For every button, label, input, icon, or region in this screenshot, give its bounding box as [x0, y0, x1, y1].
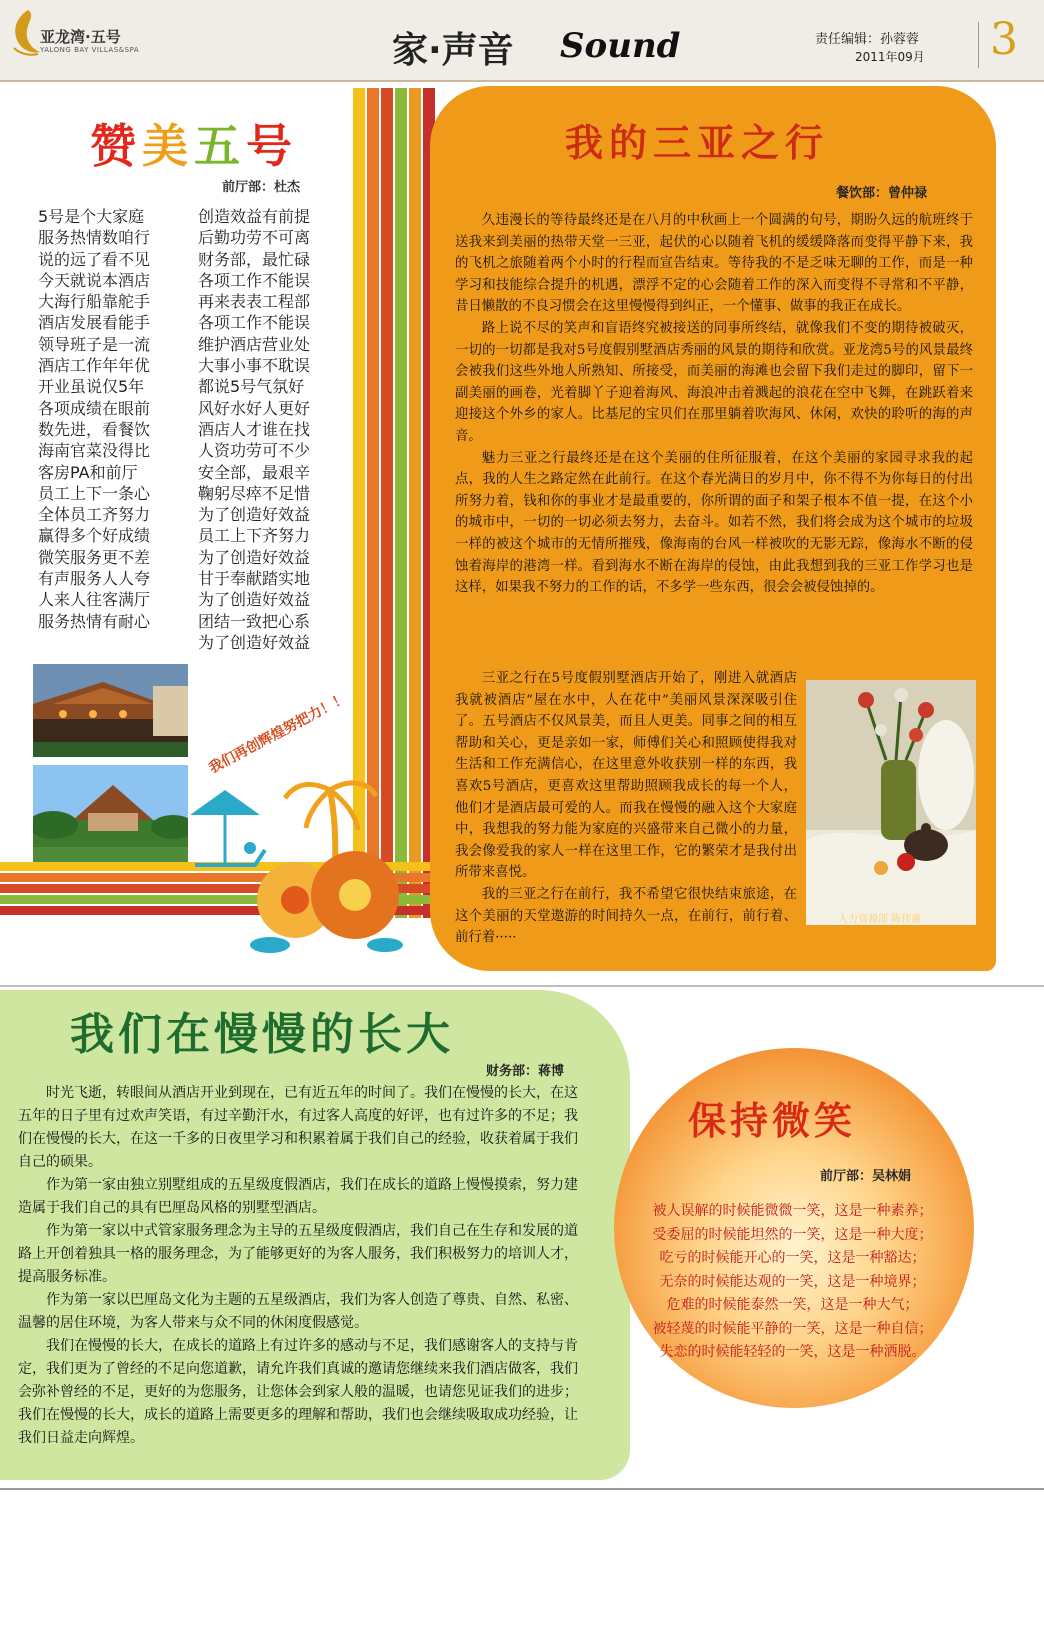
poem-title-char: 美 [142, 119, 194, 173]
poem-line: 为了创造好效益 [198, 505, 311, 525]
poem-line: 酒店发展看能手 [38, 313, 151, 333]
poem-line: 大海行船靠舵手 [38, 292, 151, 312]
smile-title: 保持微笑 [688, 1099, 857, 1143]
paragraph: 作为第一家以中式管家服务理念为主导的五星级度假酒店，我们自己在生存和发展的道路上开创着独具一格的服务理念，为了能够更好的为客人服务，我们积极努力的培训人才，提高服务标准。 [18, 1223, 578, 1285]
poem-column-2 [198, 206, 310, 653]
smile-author: 前厅部：吴林娟 [820, 1169, 912, 1184]
smile-line: 无奈的时候能达观的一笑，这是一种境界； [659, 1273, 926, 1290]
growing-body [18, 1082, 578, 1450]
sanya-body [455, 210, 973, 599]
poem-line: 人资功劳可不少 [198, 441, 311, 461]
footer-divider [0, 1488, 1044, 1490]
smile-line: 失恋的时候能轻轻的一笑，这是一种洒脱。 [659, 1344, 926, 1360]
section-title-en: Sound [560, 26, 681, 66]
poem-line: 员工上下一条心 [38, 483, 151, 503]
poem-line: 领导班子是一流 [38, 334, 151, 354]
logo-mark-icon [8, 8, 42, 58]
poem-line: 都说5号气氛好 [198, 377, 305, 397]
poem-line: 服务热情有耐心 [38, 611, 151, 631]
paragraph: 魅力三亚之行最终还是在这个美丽的住所征服着，在这个美丽的家园寻求我的起点，我的人生之路定然在此前行。在这个春光满日的岁月中，你不得不为你每日的付出所努力着，钱和你的事业才是最重要的，你所谓的面子和架子根本不值一提，在这个小的城市中，一切的一切必须去努力，去奋斗。如若不然，我们将会成为这个城市的垃圾一样的被这个城市的无情所摧残，像海南的台风一样被吹的无影无踪，像海水不断的侵蚀着海岸的港湾一样。看到海水不断在海岸的侵蚀，由此我想到我的三亚工作学习也是这样，如果我不努力的工作的话，不多学一些东西，很会会被侵蚀掉的。 [455, 450, 973, 596]
poem-line: 风好水好人更好 [198, 398, 311, 418]
paragraph: 我们在慢慢的长大，在成长的道路上有过许多的感动与不足，我们感谢客人的支持与肯定，我们更为了曾经的不足向您道歉，请允许我们真诚的邀请您继续来我们酒店做客，我们会弥补曾经的不足，更好的为您服务，让您体会到家人般的温暖，也请您见证我们的进步；我们在慢慢的长大，成长的道路上需要更多的理解和帮助，我们也会继续吸取成功经验，让我们日益走向辉煌。 [18, 1338, 578, 1446]
sanya-body-wrap [455, 668, 797, 949]
poem-line: 5号是个大家庭 [38, 207, 145, 226]
poem-line: 海南官菜没得比 [38, 441, 151, 461]
poem-line: 为了创造好效益 [198, 632, 311, 652]
poem-line: 团结一致把心系 [198, 611, 311, 631]
poem-line: 有声服务人人夸 [38, 569, 151, 589]
logo-text: 亚龙湾·五号 [40, 28, 121, 46]
paragraph: 时光飞逝，转眼间从酒店开业到现在，已有近五年的时间了。我们在慢慢的长大，在这五年的日子里有过欢声笑语，有过辛勤汗水，有过客人高度的好评，也有过许多的不足；我们在慢慢的长大，在这一千多的日夜里学习和积累着属于我们自己的经验，收获着属于我们自己的硕果。 [18, 1085, 578, 1170]
poem-line: 为了创造好效益 [198, 547, 311, 567]
poem-line: 甘于奉献踏实地 [198, 569, 311, 589]
smile-lines [620, 1200, 965, 1365]
growing-author: 财务部：蒋博 [486, 1064, 565, 1079]
painting-caption: 人力资源部 陈伟惠 [838, 914, 922, 925]
poem-author: 前厅部：杜杰 [222, 180, 301, 195]
smile-line: 受委屈的时候能坦然的一笑，这是一种大度； [652, 1226, 933, 1243]
poem-line: 今天就说本酒店 [38, 270, 151, 290]
sanya-title: 我的三亚之行 [565, 121, 830, 165]
resort-photo-lobby [33, 664, 188, 757]
smile-line: 被轻蔑的时候能平静的一笑，这是一种自信； [652, 1320, 933, 1337]
paragraph: 作为第一家以巴厘岛文化为主题的五星级酒店，我们为客人创造了尊贵、自然、私密、温馨的居住环境，为客人带来与众不同的休闲度假感觉。 [18, 1292, 578, 1331]
poem-line: 员工上下齐努力 [198, 526, 311, 546]
editor-credit: 责任编辑：孙蓉蓉 [815, 32, 920, 47]
poem-line: 大事小事不耽误 [198, 356, 311, 376]
poem-title [90, 110, 298, 176]
still-life-painting [806, 680, 976, 925]
logo-subtitle: YALONG BAY VILLAS&SPA [40, 46, 140, 54]
paragraph: 路上说不尽的笑声和盲语终究被接送的同事所终结，就像我们不变的期待被破灭，一切的一切都是我对5号度假别墅酒店秀丽的风景的期待和欣赏。亚龙湾5号的风景最终会被我们这些外地人所熟知、所接受，而美丽的海滩也会留下我们走过的脚印，留下一副美丽的画卷，光着脚丫子迎着海风、海浪冲击着溅起的浪花在空中飞舞，在跳跃着来迎接这个外乡的家人。比基尼的宝贝们在那里躺着吹海风、休闲，欢快的聆听的海的声音。 [455, 320, 973, 444]
section-title: 家·声音 [392, 30, 514, 71]
beach-decoration-icon [180, 770, 430, 980]
poem-line: 各项成绩在眼前 [38, 398, 151, 418]
poem-title-char: 号 [246, 119, 298, 173]
sanya-author: 餐饮部：曾仲禄 [836, 186, 928, 201]
poem-line: 全体员工齐努力 [38, 505, 151, 525]
poem-line: 创造效益有前提 [198, 207, 311, 226]
poem-line: 微笑服务更不差 [38, 547, 151, 567]
poem-line: 各项工作不能误 [198, 270, 311, 290]
paragraph: 三亚之行在5号度假别墅酒店开始了，刚进入就酒店我就被酒店“屋在水中，人在花中”美丽风景深深吸引住了。五号酒店不仅风景美，而且人更美。同事之间的相互帮助和关心，更是亲如一家，师傅们关心和照顾使得我对生活和工作充满信心，在这里意外收获别一样的东西，我喜欢5号酒店，更喜欢这里帮助照顾我成长的每一个人，他们才是酒店最可爱的人。而我在慢慢的融入这个大家庭中，我想我的努力能为家庭的兴盛带来自己微小的力量，我会像爱我的家人一样在这里工作，它的繁荣才是我付出所带来喜悦。 [455, 671, 797, 881]
poem-line: 客房PA和前厅 [38, 462, 138, 482]
poem-line: 赢得多个好成绩 [38, 526, 151, 546]
paragraph: 作为第一家由独立别墅组成的五星级度假酒店，我们在成长的道路上慢慢摸索，努力建造属于我们自己的具有巴厘岛风格的别墅型酒店。 [18, 1177, 578, 1216]
resort-photo-villa [33, 765, 188, 862]
paragraph: 久违漫长的等待最终还是在八月的中秋画上一个圆满的句号，期盼久远的航班终于送我来到美丽的热带天堂一三亚，起伏的心以随着飞机的缓缓降落而变得平静下来，我的飞机之旅随着两个小时的行程而宣告结束。等待我的不是乏味无聊的工作，而是一种学习和技能综合提升的机遇，漂浮不定的心会随着工作的深入而变得不寻常和不平静，昔日懒散的不良习惯会在这里慢慢得到纠正，一个懂事、做事的我正在成长。 [455, 213, 973, 315]
issue-date: 2011年09月 [855, 50, 925, 64]
poem-title-char: 赞 [90, 119, 142, 173]
page-number: 3 [990, 14, 1018, 65]
poem-column-1 [38, 206, 150, 632]
poem-line: 再来表表工程部 [198, 292, 311, 312]
poem-line: 说的远了看不见 [38, 249, 151, 269]
poem-line: 数先进，看餐饮 [38, 419, 151, 439]
section-divider [0, 985, 1044, 987]
poem-line: 维护酒店营业处 [198, 334, 311, 354]
poem-line: 财务部，最忙碌 [198, 249, 311, 269]
poem-line: 各项工作不能误 [198, 313, 311, 333]
poem-line: 酒店人才谁在找 [198, 419, 311, 439]
growing-title: 我们在慢慢的长大 [70, 1009, 454, 1060]
smile-line: 被人误解的时候能微微一笑，这是一种素养； [652, 1203, 933, 1219]
paragraph: 我的三亚之行在前行，我不希望它很快结束旅途，在这个美丽的天堂遨游的时间持久一点，在前行，前行着、前行着····· [455, 886, 797, 946]
poem-line: 开业虽说仅5年 [38, 377, 145, 397]
poem-line: 服务热情数咱行 [38, 228, 151, 248]
poem-line: 酒店工作年年优 [38, 356, 151, 376]
poem-slogan: 我们再创辉煌努把力！！ [206, 690, 350, 777]
poem-title-char: 五 [194, 119, 246, 173]
header-separator [978, 22, 979, 68]
smile-line: 吃亏的时候能开心的一笑，这是一种豁达； [659, 1250, 926, 1266]
poem-line: 安全部，最艰辛 [198, 462, 311, 482]
smile-line: 危难的时候能泰然一笑，这是一种大气； [666, 1297, 919, 1313]
poem-line: 鞠躬尽瘁不足惜 [198, 483, 311, 503]
poem-line: 为了创造好效益 [198, 590, 311, 610]
poem-line: 后勤功劳不可离 [198, 228, 311, 248]
poem-line: 人来人往客满厅 [38, 590, 151, 610]
